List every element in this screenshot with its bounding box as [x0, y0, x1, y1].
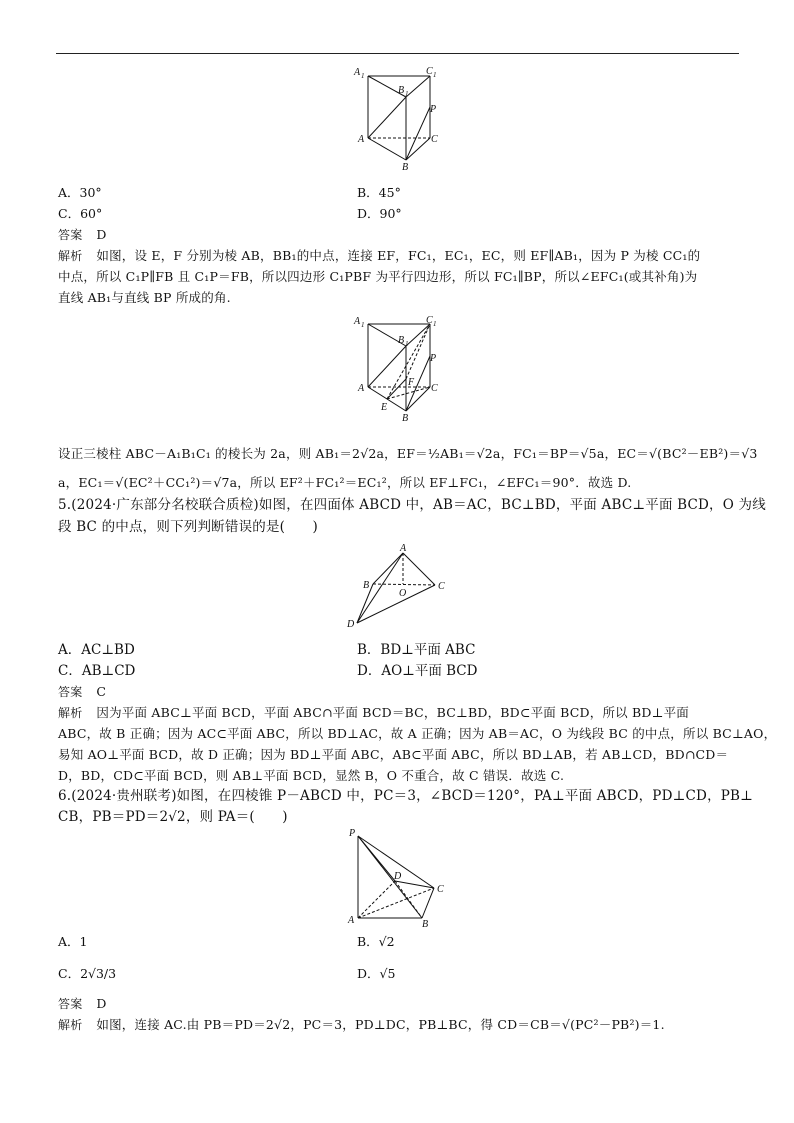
q4-calc-line-1: 设正三棱柱 ABC－A₁B₁C₁ 的棱长为 2a，则 AB₁＝2√2a，EF＝½AB₁＝√2a，FC₁＝BP＝√5a，EC＝√(BC²－EB²)＝√3 — [58, 446, 758, 461]
q4-option-d: D．90° — [357, 206, 402, 221]
label-F: F — [408, 377, 415, 388]
label-A: A — [348, 915, 355, 926]
q5-analysis-line-4: D，BD，CD⊂平面 BCD，则 AB⊥平面 BCD，显然 B，O 不重合，故 C 错误．故选 C. — [58, 768, 565, 783]
figure-prism-1 — [348, 64, 448, 174]
q6-option-b: B．√2 — [357, 934, 395, 949]
analysis-tag: 解析 — [58, 1018, 83, 1032]
q5-option-d: D．AO⊥平面 BCD — [357, 663, 478, 679]
label-B: B — [402, 413, 409, 424]
label-E: E — [381, 402, 388, 413]
label-sub: 1 — [361, 72, 365, 80]
q5-option-c: C．AB⊥CD — [58, 663, 136, 679]
q4-analysis-line-2: 中点，所以 C₁P∥FB 且 C₁P＝FB，所以四边形 C₁PBF 为平行四边形，所以 FC₁∥BP，所以∠EFC₁(或其补角)为 — [58, 269, 698, 284]
q4-option-c: C．60° — [58, 206, 103, 221]
q4-option-b: B．45° — [357, 185, 401, 200]
label-D: D — [394, 871, 402, 882]
label-C: C — [431, 383, 438, 394]
answer-value: D — [96, 996, 107, 1011]
analysis-text: 因为平面 ABC⊥平面 BCD，平面 ABC∩平面 BCD＝BC，BC⊥BD，BD⊂平面 BCD，所以 BD⊥平面 — [96, 705, 689, 720]
q4-analysis-line-1 — [58, 248, 700, 264]
label-C: C — [437, 884, 444, 895]
label-D: D — [347, 619, 355, 630]
q6-stem-line-2: CB，PB＝PD＝2√2，则 PA＝( ) — [58, 809, 288, 825]
label-P: P — [430, 353, 437, 364]
figure-prism-2 — [348, 314, 448, 426]
label-A: A — [358, 134, 365, 145]
label-C1: C — [426, 315, 433, 326]
answer-value: C — [96, 684, 107, 699]
q4-option-a: A．30° — [58, 185, 102, 200]
figure-pyramid — [342, 826, 452, 928]
q5-analysis-line-3: 易知 AO⊥平面 BCD，故 D 正确；因为 BD⊥平面 ABC，AB⊂平面 ABC，所以 BD⊥AB，若 AB⊥CD，BD∩CD＝ — [58, 747, 729, 762]
label-B: B — [363, 580, 370, 591]
q4-analysis-line-3: 直线 AB₁与直线 BP 所成的角. — [58, 290, 231, 305]
label-A1: A — [354, 67, 361, 78]
q5-option-a: A．AC⊥BD — [58, 642, 135, 658]
q6-option-c: C．2√3/3 — [58, 966, 117, 981]
answer-value: D — [96, 227, 107, 242]
analysis-text: 如图，设 E，F 分别为棱 AB，BB₁的中点，连接 EF，FC₁，EC₁，EC，则 EF∥AB₁，因为 P 为棱 CC₁的 — [96, 248, 701, 263]
label-sub: 1 — [433, 71, 437, 79]
label-C: C — [431, 134, 438, 145]
label-sub: 1 — [405, 340, 409, 348]
label-A: A — [400, 543, 407, 554]
label-B: B — [402, 162, 409, 173]
q6-answer — [58, 996, 107, 1012]
label-P: P — [349, 828, 356, 839]
label-sub: 1 — [361, 321, 365, 329]
label-C1: C — [426, 66, 433, 77]
label-C: C — [438, 581, 445, 592]
label-B1: B — [398, 85, 405, 96]
analysis-text: 如图，连接 AC.由 PB＝PD＝2√2，PC＝3，PD⊥DC，PB⊥BC，得 CD＝CB＝√(PC²－PB²)＝1. — [96, 1017, 665, 1032]
q5-stem-line-1: 5.(2024·广东部分名校联合质检)如图，在四面体 ABCD 中，AB＝AC，BC⊥BD，平面 ABC⊥平面 BCD，O 为线 — [58, 497, 766, 513]
q5-analysis-line-2: ABC，故 B 正确；因为 AC⊂平面 ABC，所以 BD⊥AC，故 A 正确；因为 AB＝AC，O 为线段 BC 的中点，所以 BC⊥AO， — [58, 726, 777, 741]
q5-answer — [58, 684, 106, 700]
q5-option-b: B．BD⊥平面 ABC — [357, 642, 476, 658]
analysis-tag: 解析 — [58, 706, 83, 720]
answer-tag: 答案 — [58, 997, 83, 1011]
q4-calc-line-2: a，EC₁＝√(EC²＋CC₁²)＝√7a，所以 EF²＋FC₁²＝EC₁²，所以 EF⊥FC₁，∠EFC₁＝90°．故选 D. — [58, 475, 632, 490]
label-A1: A — [354, 316, 361, 327]
figure-tetrahedron — [343, 541, 453, 633]
answer-tag: 答案 — [58, 685, 83, 699]
q6-analysis-line-1 — [58, 1017, 665, 1033]
q6-option-d: D．√5 — [357, 966, 396, 981]
label-B: B — [422, 919, 429, 928]
q4-answer — [58, 227, 107, 243]
q6-option-a: A．1 — [58, 934, 88, 949]
q5-analysis-line-1 — [58, 705, 689, 721]
analysis-tag: 解析 — [58, 249, 83, 263]
label-P: P — [430, 104, 437, 115]
label-B1: B — [398, 335, 405, 346]
label-A: A — [358, 383, 365, 394]
label-sub: 1 — [405, 90, 409, 98]
header-rule — [56, 53, 739, 54]
label-O: O — [399, 588, 407, 599]
q6-stem-line-1: 6.(2024·贵州联考)如图，在四棱锥 P－ABCD 中，PC＝3，∠BCD＝120°，PA⊥平面 ABCD，PD⊥CD，PB⊥ — [58, 788, 754, 804]
label-sub: 1 — [433, 320, 437, 328]
q5-stem-line-2: 段 BC 的中点，则下列判断错误的是( ) — [58, 519, 319, 535]
answer-tag: 答案 — [58, 228, 83, 242]
